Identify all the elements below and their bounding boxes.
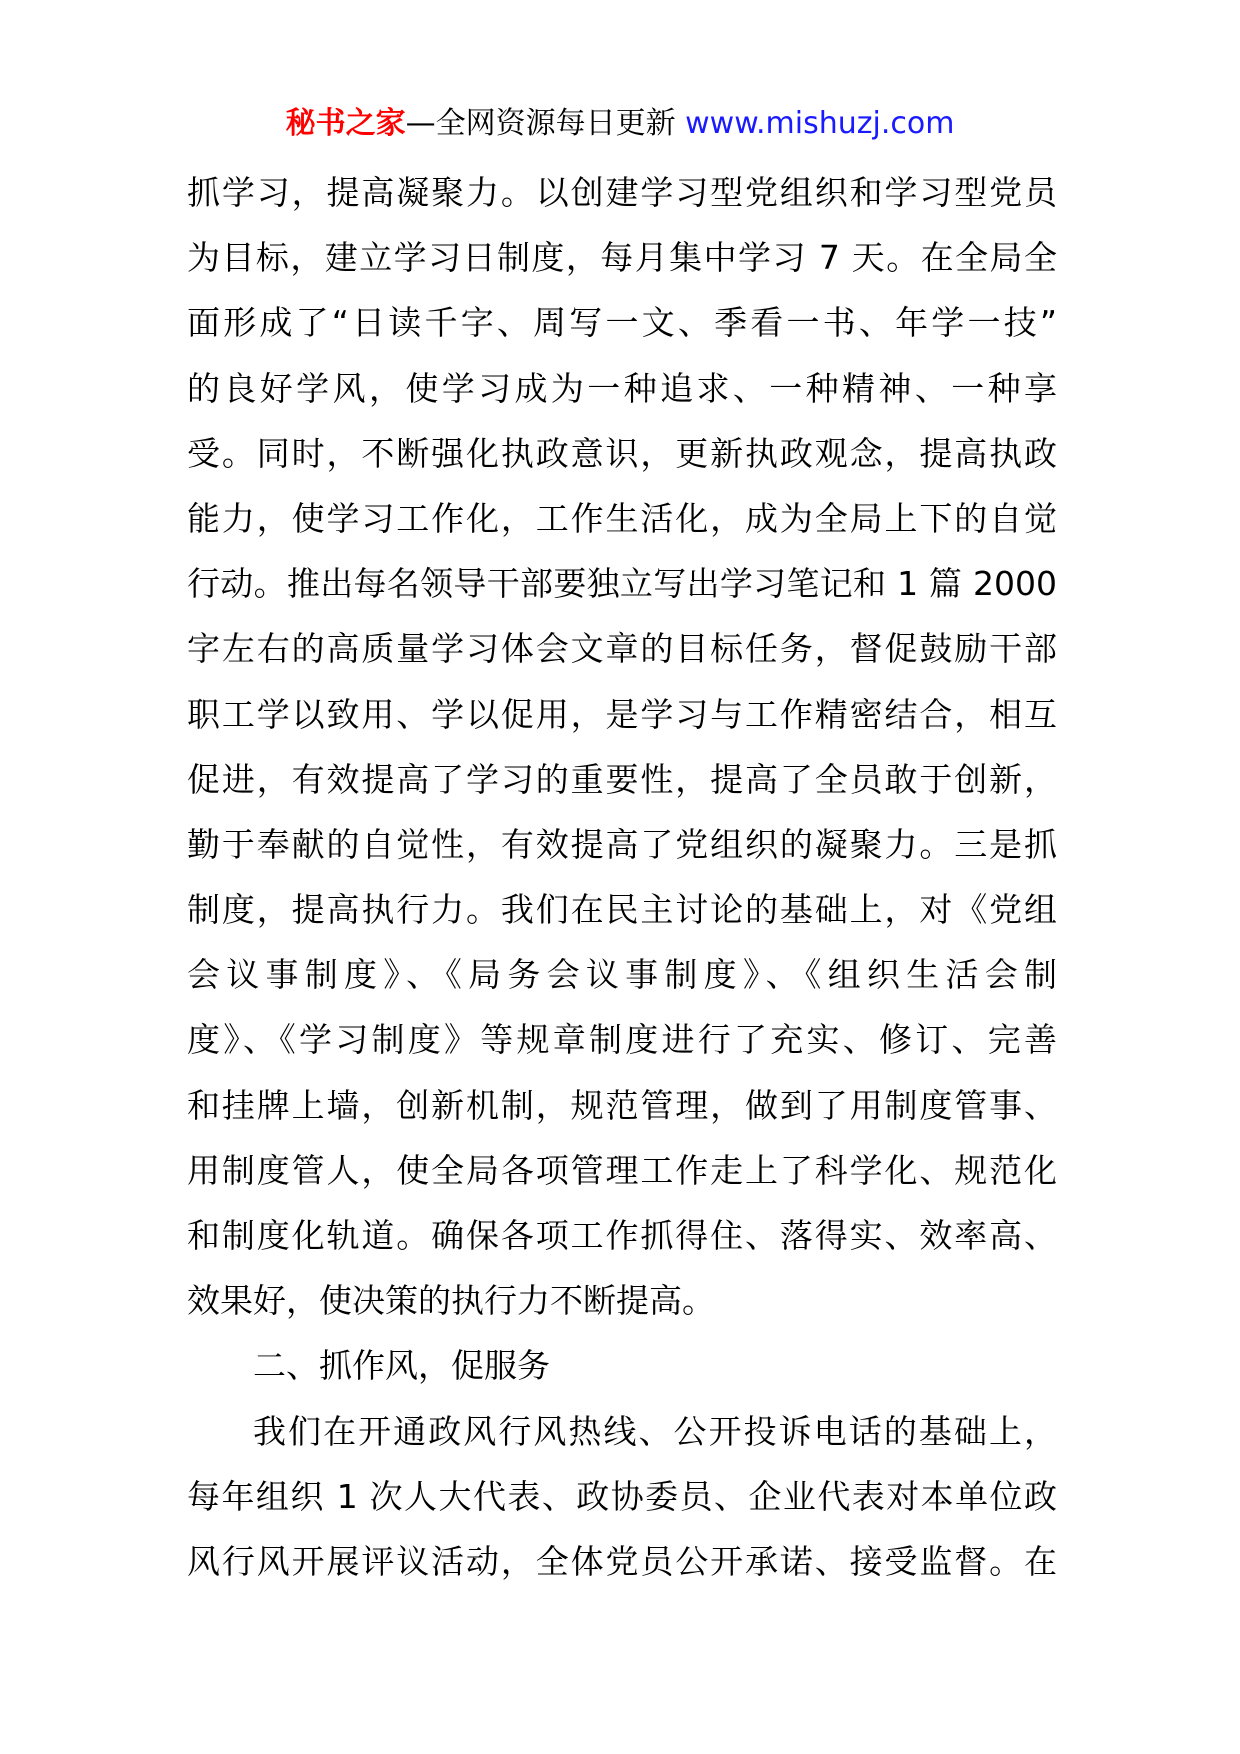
page-header: [0, 100, 1240, 148]
text-line: 会议事制度》、《局务会议事制度》、《组织生活会制: [187, 955, 1057, 995]
text-line: 的良好学风，使学习成为一种追求、一种精神、一种享: [187, 368, 1057, 408]
text-line: 行动。推出每名领导干部要独立写出学习笔记和 1 篇 2000: [187, 564, 1057, 604]
text-line: 每年组织 1 次人大代表、政协委员、企业代表对本单位政: [187, 1476, 1057, 1516]
text-line: 风行风开展评议活动，全体党员公开承诺、接受监督。在: [187, 1541, 1057, 1581]
text-line: 字左右的高质量学习体会文章的目标任务，督促鼓励干部: [187, 629, 1057, 669]
text-line: 为目标，建立学习日制度，每月集中学习 7 天。在全局全: [187, 238, 1057, 278]
text-line: 促进，有效提高了学习的重要性，提高了全员敢于创新，: [187, 759, 1057, 799]
text-line: 效果好，使决策的执行力不断提高。: [187, 1281, 715, 1321]
text-line: 和制度化轨道。确保各项工作抓得住、落得实、效率高、: [187, 1216, 1057, 1255]
text-line: 我们在开通政风行风热线、公开投诉电话的基础上，: [253, 1411, 1057, 1451]
header-tagline: —全网资源每日更新: [405, 106, 676, 141]
section-heading: 二、抓作风，促服务: [253, 1346, 550, 1386]
website-link[interactable]: www.mishuzj.com: [685, 106, 955, 141]
text-line: 抓学习，提高凝聚力。以创建学习型党组织和学习型党员: [187, 173, 1057, 212]
text-line: 职工学以致用、学以促用，是学习与工作精密结合，相互: [187, 694, 1057, 734]
brand-name: 秘书之家: [285, 106, 406, 141]
text-line: 能力，使学习工作化，工作生活化，成为全局上下的自觉: [187, 498, 1057, 538]
text-line: 勤于奉献的自觉性，有效提高了党组织的凝聚力。三是抓: [187, 824, 1057, 864]
text-line: 制度，提高执行力。我们在民主讨论的基础上，对《党组: [187, 890, 1057, 930]
text-line: 度》、《学习制度》等规章制度进行了充实、修订、完善: [187, 1020, 1057, 1060]
text-line: 和挂牌上墙，创新机制，规范管理，做到了用制度管事、: [187, 1085, 1057, 1125]
text-line: 受。同时，不断强化执政意识，更新执政观念，提高执政: [187, 433, 1057, 473]
text-line: 面形成了“日读千字、周写一文、季看一书、年学一技”: [187, 303, 1057, 343]
text-line: 用制度管人，使全局各项管理工作走上了科学化、规范化: [187, 1150, 1057, 1190]
document-body: [187, 160, 1057, 1594]
